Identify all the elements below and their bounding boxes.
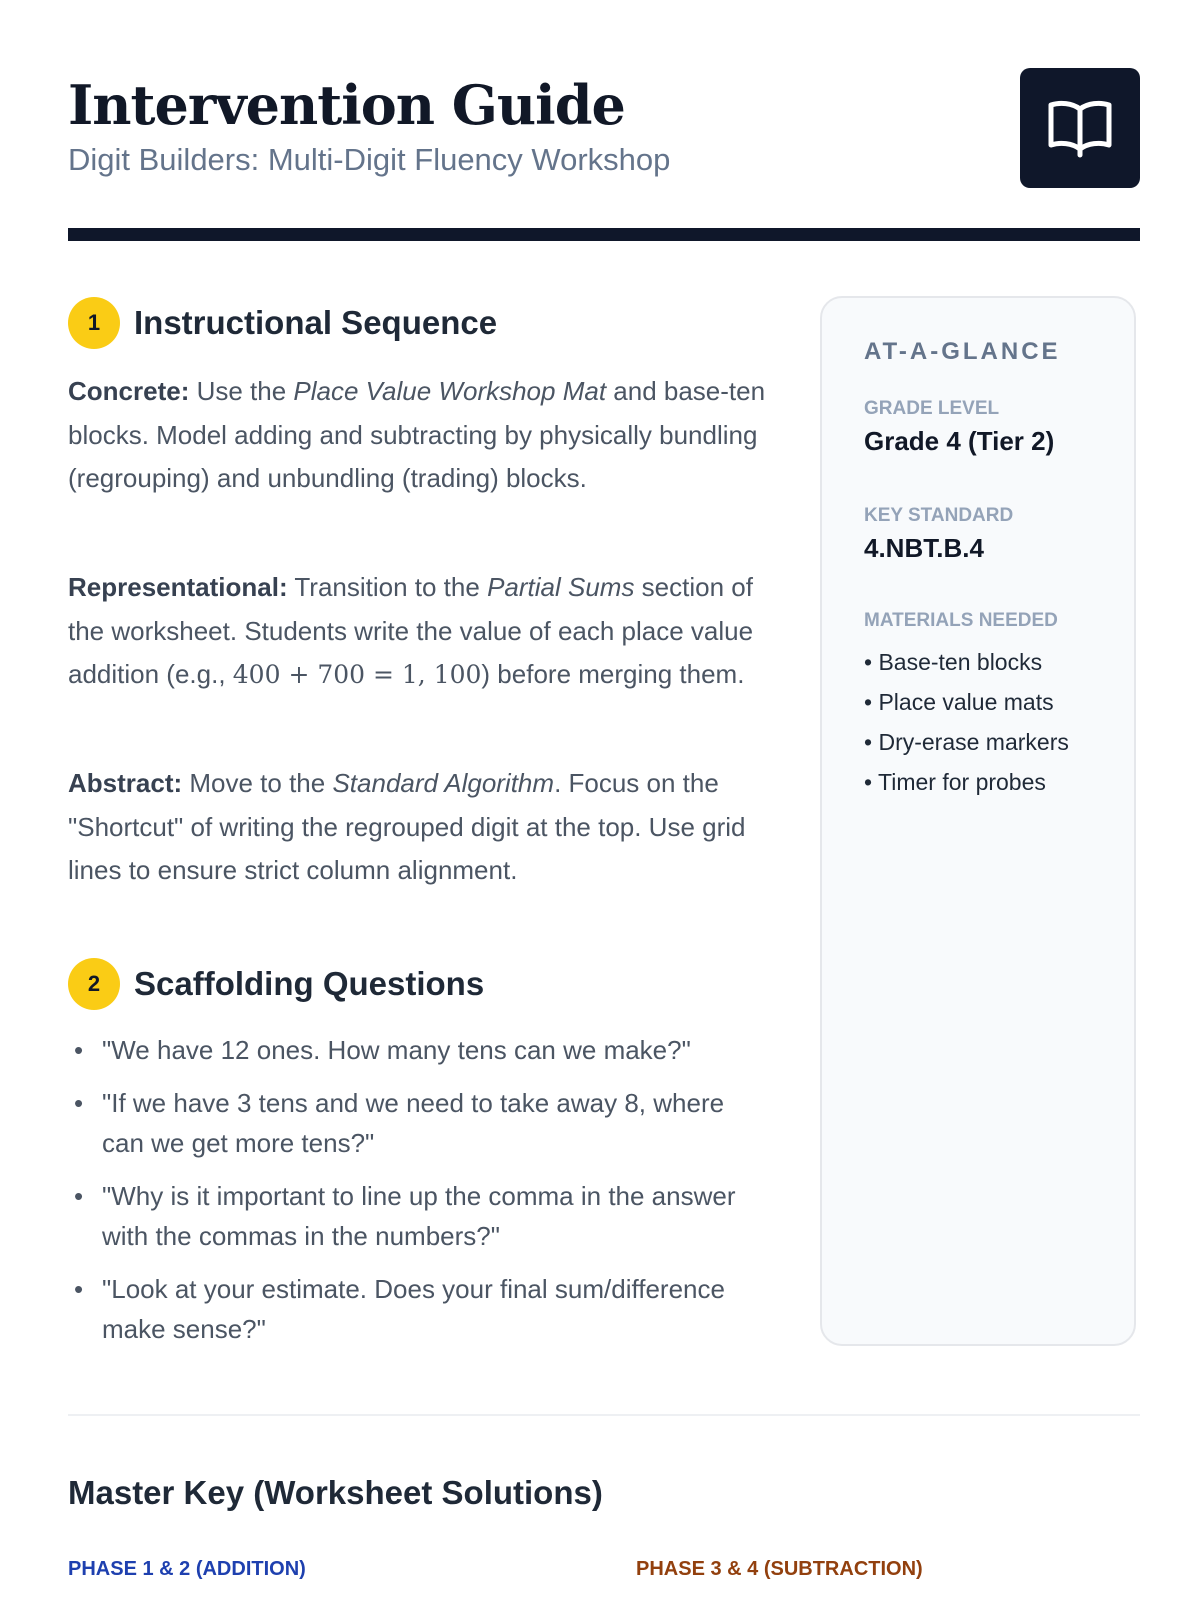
material-item: • Timer for probes — [864, 762, 1069, 802]
section-title: Instructional Sequence — [134, 304, 498, 341]
paragraph-emphasis: Place Value Workshop Mat — [293, 376, 607, 406]
materials-list — [864, 642, 1069, 802]
material-item: • Base-ten blocks — [864, 642, 1069, 682]
section-divider — [68, 1414, 1140, 1416]
at-a-glance-panel — [820, 296, 1136, 1346]
panel-title: AT-A-GLANCE — [864, 338, 1061, 365]
scaffolding-question: • "Look at your estimate. Does your final sum/difference make sense?" — [68, 1269, 768, 1349]
scaffolding-question-list — [68, 1030, 768, 1362]
paragraph-text: . Focus on the "Shortcut" of writing the regrouped digit at the top. Use grid lines to ensure strict column alignment. — [68, 768, 746, 885]
paragraph-label: Concrete: — [68, 376, 190, 406]
paragraph-representational — [68, 566, 768, 697]
paragraph-label: Representational: — [68, 572, 288, 602]
section-scaffolding-questions — [68, 958, 484, 1010]
phase-addition-label: PHASE 1 & 2 (ADDITION) — [68, 1558, 306, 1580]
key-standard-label: KEY STANDARD — [864, 505, 1014, 526]
paragraph-abstract — [68, 762, 768, 893]
section-instructional-sequence — [68, 297, 497, 349]
page-subtitle: Digit Builders: Multi-Digit Fluency Workshop — [68, 142, 671, 177]
phase-subtraction-label: PHASE 3 & 4 (SUBTRACTION) — [636, 1558, 923, 1580]
paragraph-emphasis: Standard Algorithm — [332, 768, 555, 798]
paragraph-text: Transition to the — [287, 572, 488, 602]
paragraph-text: and base-ten blocks. Model adding and subtracting by physically bundling (regrouping) and unbundling (trading) blocks. — [68, 376, 766, 493]
master-key-title: Master Key (Worksheet Solutions) — [68, 1474, 603, 1511]
intervention-guide-page — [68, 0, 1140, 1600]
key-standard-value: 4.NBT.B.4 — [864, 533, 984, 563]
grade-level-label: GRADE LEVEL — [864, 398, 1000, 419]
logo-badge — [1020, 68, 1140, 188]
paragraph-text: Use the — [189, 376, 294, 406]
paragraph-text: section of the worksheet. Students write the value of each place value addition (e.g., — [68, 572, 754, 689]
header — [68, 72, 1140, 192]
header-rule — [68, 228, 1140, 241]
section-number-badge: 1 — [68, 297, 120, 349]
open-book-icon — [1047, 97, 1113, 159]
paragraph-emphasis: Partial Sums — [487, 572, 635, 602]
scaffolding-question: • "Why is it important to line up the comma in the answer with the commas in the numbers?" — [68, 1176, 768, 1256]
paragraph-text: Move to the — [182, 768, 333, 798]
materials-label: MATERIALS NEEDED — [864, 610, 1058, 631]
section-number-badge: 2 — [68, 958, 120, 1010]
paragraph-text: ) before merging them. — [481, 659, 745, 689]
math-expression: 400 + 700 = 1, 100 — [232, 660, 482, 689]
scaffolding-question: • "If we have 3 tens and we need to take away 8, where can we get more tens?" — [68, 1083, 768, 1163]
material-item: • Dry-erase markers — [864, 722, 1069, 762]
material-item: • Place value mats — [864, 682, 1069, 722]
section-title: Scaffolding Questions — [134, 965, 485, 1002]
grade-level-value: Grade 4 (Tier 2) — [864, 426, 1055, 456]
scaffolding-question: • "We have 12 ones. How many tens can we make?" — [68, 1030, 768, 1070]
paragraph-concrete — [68, 370, 768, 501]
page-title: Intervention Guide — [68, 73, 625, 137]
paragraph-label: Abstract: — [68, 768, 183, 798]
